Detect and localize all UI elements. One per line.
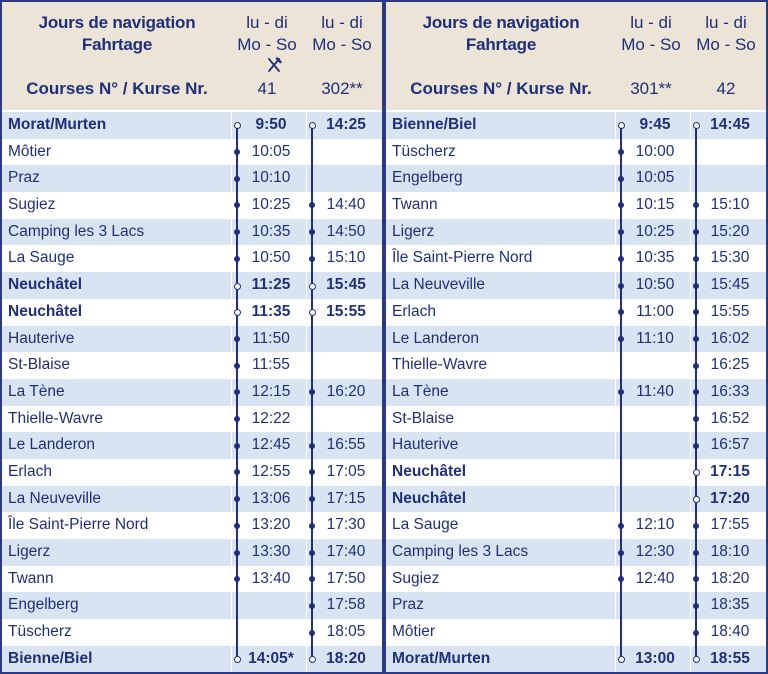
table-row [386,165,766,192]
departure-time: 12:55 [251,462,291,480]
station-name: Ligerz [8,543,51,560]
table-row [2,459,382,486]
panel-header [2,2,382,110]
departure-time: 10:05 [635,169,675,187]
stop-marker [234,283,241,290]
station-name: Île Saint-Pierre Nord [8,516,149,534]
table-row [2,139,382,166]
station-name: Île Saint-Pierre Nord [392,249,533,267]
departure-time: 10:25 [251,196,291,214]
stop-marker [234,176,240,182]
departure-time: 18:35 [710,596,750,614]
station-name: Erlach [8,462,52,480]
table-row [2,539,382,566]
departure-time: 10:05 [251,142,291,160]
stop-marker [309,550,315,556]
stop-marker [234,416,240,422]
header-title-de: Fahrtage [81,35,153,54]
departure-time: 13:06 [251,489,291,507]
departure-time: 13:00 [635,649,675,667]
stop-marker [693,523,699,529]
column-divider [231,112,232,672]
departure-time: 16:33 [710,382,750,400]
station-name: Erlach [392,302,436,320]
departure-time: 11:25 [251,276,291,294]
station-name: Engelberg [392,169,463,187]
departure-time: 12:30 [635,543,675,560]
table-row [386,272,766,299]
departure-time: 13:20 [251,516,291,534]
table-row [2,326,382,353]
panel-outbound [2,2,382,672]
departure-time: 16:52 [710,409,750,427]
station-name: Thielle-Wavre [392,356,488,374]
stop-marker [693,550,699,556]
stop-marker [234,550,240,556]
table-row [386,592,766,619]
station-name: La Neuveville [392,276,486,294]
departure-time: 15:10 [326,249,366,267]
departure-time: 10:15 [635,196,675,214]
departure-time: 10:35 [635,249,675,267]
table-row [386,646,766,672]
station-name: Twann [392,196,438,214]
table-row [386,566,766,593]
departure-time: 17:40 [326,543,366,560]
departure-time: 11:50 [252,329,290,347]
departure-time: 10:35 [251,222,291,240]
departure-time: 10:50 [635,276,675,294]
departure-time: 18:10 [710,543,750,560]
stop-marker [234,149,240,155]
table-row [2,219,382,246]
stop-marker [618,256,624,262]
departure-time: 16:02 [710,329,750,347]
course-number: 42 [716,79,736,98]
departure-time: 10:10 [251,169,291,187]
table-row [386,112,766,139]
table-row [386,459,766,486]
station-name: Tüscherz [392,142,456,160]
stop-marker [234,363,240,369]
table-row [2,192,382,219]
departure-time: 16:20 [326,382,366,400]
column-divider [306,112,307,672]
departure-time: 15:55 [710,302,750,320]
departure-time: 11:10 [636,329,674,347]
departure-time: 16:55 [326,436,366,454]
station-name: Sugiez [392,569,440,587]
station-name: Sugiez [8,196,56,214]
station-name: Twann [8,569,54,587]
stop-marker [618,550,624,556]
panel-header [386,2,766,110]
departure-time: 18:05 [326,623,366,641]
station-name: Môtier [8,142,52,160]
table-row [386,352,766,379]
departure-time: 12:22 [251,409,291,427]
table-row [2,379,382,406]
station-name: Neuchâtel [8,276,83,294]
course-number: 41 [257,79,277,98]
station-name: Morat/Murten [8,116,107,133]
stop-marker [693,416,699,422]
courses-label: Courses N° / Kurse Nr. [26,79,208,98]
courses-label: Courses N° / Kurse Nr. [410,79,592,98]
departure-time: 17:20 [710,489,750,507]
stop-marker [618,523,624,529]
station-name: La Sauge [8,249,75,267]
course-number: 301** [630,79,672,98]
panel-return [386,2,766,672]
departure-time: 17:30 [326,516,366,534]
departure-time: 9:45 [639,116,671,133]
header-title-fr: Jours de navigation [38,13,196,32]
station-name: Morat/Murten [392,649,491,667]
departure-time: 13:40 [251,569,291,587]
station-name: La Sauge [392,516,459,534]
station-name: La Tène [392,382,449,400]
station-name: La Tène [8,382,65,400]
table-row [2,486,382,513]
station-name: Tüscherz [8,623,72,641]
table-row [386,539,766,566]
departure-time: 16:25 [710,356,750,374]
station-name: Hauterive [392,436,459,454]
departure-time: 14:05* [248,649,294,667]
departure-time: 15:10 [710,196,750,214]
departure-time: 17:50 [326,569,366,587]
timetable-rows [386,112,766,672]
column-days-fr: lu - di [246,13,288,32]
departure-time: 14:45 [710,116,750,133]
station-name: Neuchâtel [392,489,467,507]
departure-time: 15:45 [326,276,366,294]
departure-time: 18:20 [710,569,750,587]
column-divider [615,112,616,672]
stop-marker [234,523,240,529]
departure-time: 9:50 [255,116,287,133]
course-number: 302** [321,79,363,98]
station-name: Môtier [392,623,436,641]
departure-time: 10:00 [635,142,675,160]
station-name: Neuchâtel [392,462,467,480]
departure-time: 12:45 [251,436,291,454]
station-name: Engelberg [8,596,79,614]
station-name: Bienne/Biel [8,649,93,667]
departure-time: 15:30 [710,249,750,267]
table-row [386,486,766,513]
departure-time: 18:40 [710,623,750,641]
table-row [2,592,382,619]
station-name: St-Blaise [8,356,71,374]
table-row [2,165,382,192]
departure-time: 11:35 [251,302,291,320]
column-days-de: Mo - So [312,35,372,54]
station-name: Praz [8,169,40,187]
departure-time: 14:40 [326,196,366,214]
departure-time: 10:50 [251,249,291,267]
table-row [386,245,766,272]
table-row [2,272,382,299]
stop-marker [693,630,699,636]
departure-time: 15:20 [710,222,750,240]
departure-time: 11:00 [636,302,674,320]
table-row [386,326,766,353]
fork-knife-icon [265,57,283,75]
station-name: St-Blaise [392,409,455,427]
table-row [2,512,382,539]
table-row [386,406,766,433]
table-row [386,139,766,166]
table-row [2,566,382,593]
station-name: Ligerz [392,222,435,240]
table-row [386,379,766,406]
column-days-fr: lu - di [321,13,363,32]
departure-time: 14:50 [326,222,366,240]
departure-time: 17:15 [710,462,750,480]
stop-marker [309,630,315,636]
departure-time: 12:40 [635,569,675,587]
departure-time: 18:20 [326,649,366,667]
station-name: Camping les 3 Lacs [392,543,529,560]
departure-time: 10:25 [635,222,675,240]
column-days-de: Mo - So [621,35,681,54]
departure-time: 17:05 [326,462,366,480]
stop-marker [234,443,240,449]
header-title-fr: Jours de navigation [422,13,580,32]
stop-marker [618,176,624,182]
stop-marker [693,363,699,369]
departure-time: 12:10 [635,516,675,534]
stop-marker [309,443,315,449]
station-name: Camping les 3 Lacs [8,222,145,240]
stop-marker [234,336,240,342]
table-row [2,299,382,326]
departure-time: 17:58 [326,596,366,614]
stop-marker [309,256,315,262]
station-name: Le Landeron [392,329,480,347]
table-row [2,406,382,433]
table-row [2,352,382,379]
station-name: Hauterive [8,329,75,347]
departure-time: 11:55 [252,356,290,374]
stop-marker [693,336,699,342]
stop-marker [309,603,315,609]
column-days-de: Mo - So [237,35,297,54]
table-row [2,245,382,272]
stop-marker [309,523,315,529]
station-name: Bienne/Biel [392,116,477,133]
departure-time: 14:25 [326,116,366,133]
table-row [386,619,766,646]
stop-marker [309,283,316,290]
departure-time: 17:15 [326,489,366,507]
column-divider [690,112,691,672]
stop-marker [693,283,699,289]
table-row [386,299,766,326]
column-days-de: Mo - So [696,35,756,54]
table-row [2,112,382,139]
departure-time: 15:55 [326,302,366,320]
station-name: Thielle-Wavre [8,409,104,427]
stop-marker [693,443,699,449]
station-name: Neuchâtel [8,302,83,320]
departure-time: 18:55 [710,649,750,667]
departure-time: 11:40 [636,382,674,400]
stop-marker [618,283,624,289]
column-days-fr: lu - di [705,13,747,32]
stop-marker [618,336,624,342]
station-name: Le Landeron [8,436,96,454]
table-row [2,432,382,459]
table-row [386,219,766,246]
stop-marker [618,149,624,155]
stop-marker [693,256,699,262]
stop-marker [693,603,699,609]
departure-time: 17:55 [710,516,750,534]
departure-time: 16:57 [710,436,750,454]
departure-time: 13:30 [251,543,291,560]
departure-time: 12:15 [251,382,291,400]
table-row [2,619,382,646]
table-row [386,192,766,219]
table-row [386,432,766,459]
departure-time: 15:45 [710,276,750,294]
header-title-de: Fahrtage [465,35,537,54]
table-row [386,512,766,539]
table-row [2,646,382,672]
station-name: La Neuveville [8,489,102,507]
station-name: Praz [392,596,424,614]
stop-marker [234,256,240,262]
timetable-rows [2,112,382,672]
column-days-fr: lu - di [630,13,672,32]
